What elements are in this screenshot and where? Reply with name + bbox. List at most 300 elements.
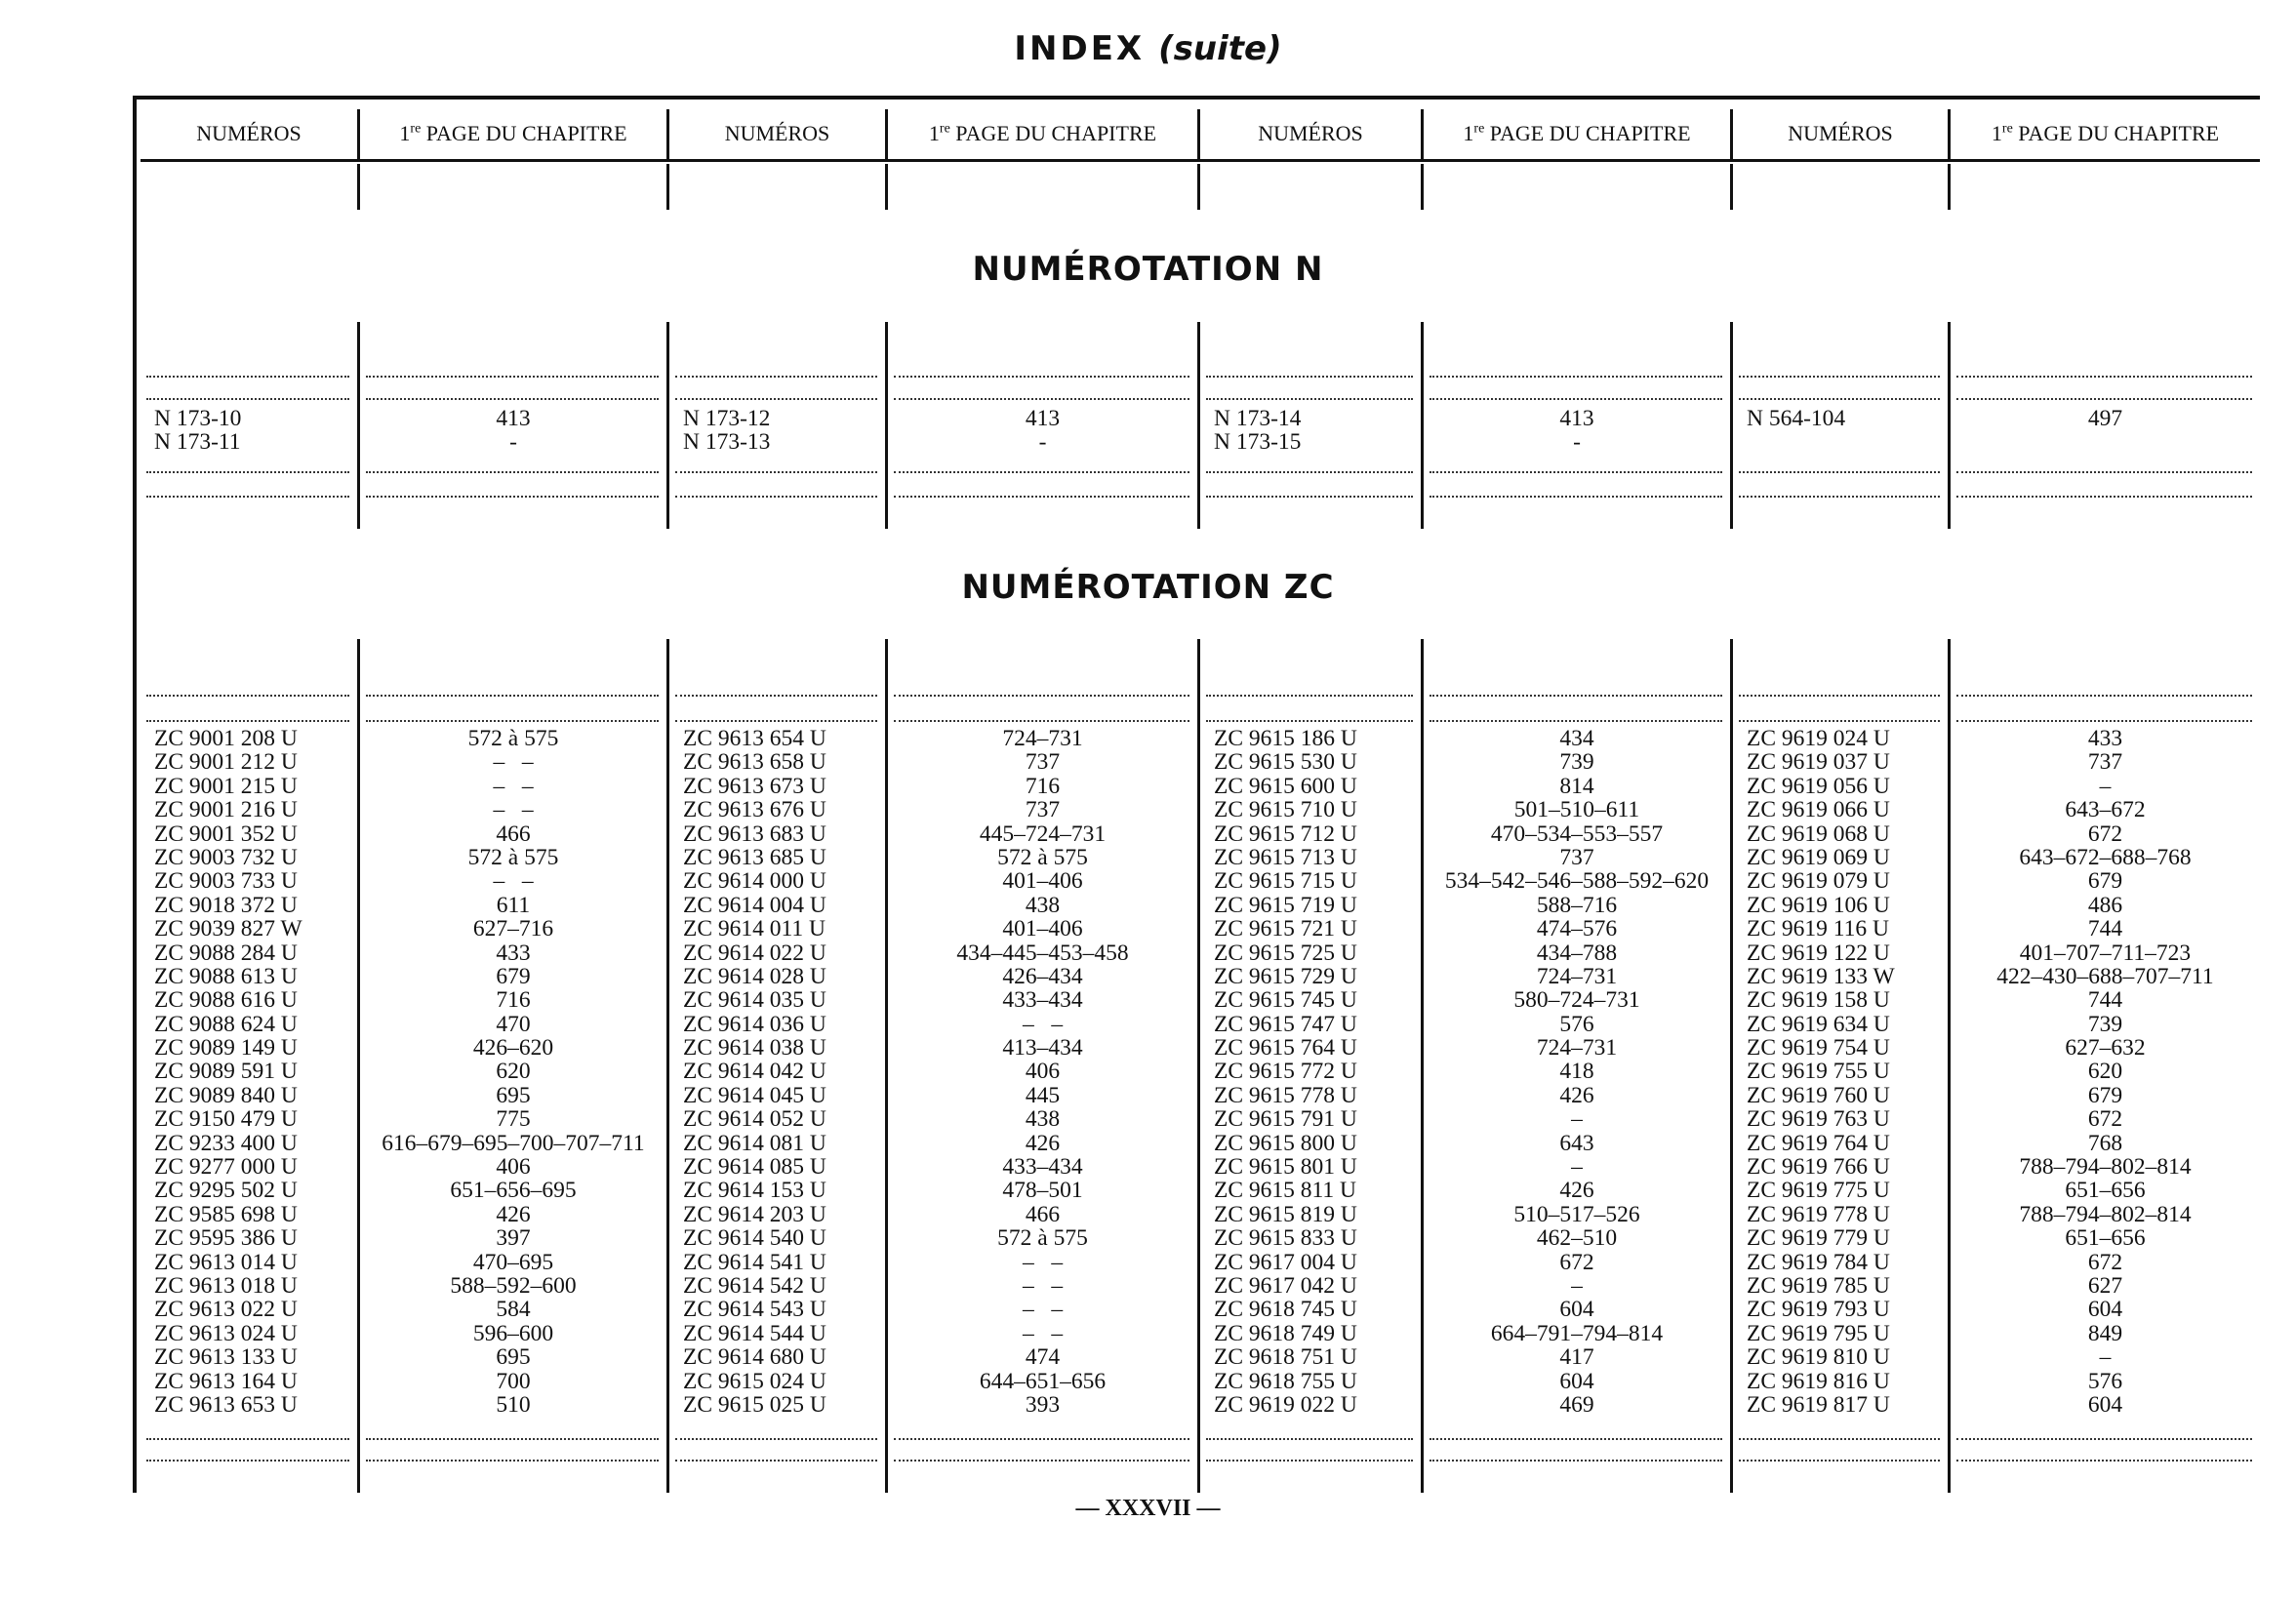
zc-number-cell: ZC 9619 755 U — [1747, 1059, 1890, 1085]
zc-number-cell: ZC 9001 352 U — [154, 821, 298, 847]
zc-page-cell: 580–724–731 — [1513, 987, 1640, 1014]
header-numeros-label: NUMÉROS — [1788, 121, 1893, 145]
dotted-rule — [1956, 1438, 2252, 1440]
zc-page-cell: – — [1571, 1106, 1583, 1133]
zc-number-cell: ZC 9619 024 U — [1747, 726, 1890, 751]
zc-page-cell: 466 — [496, 821, 531, 847]
dotted-rule — [1956, 720, 2252, 722]
dotted-rule — [1206, 1438, 1413, 1440]
zc-pages-col — [888, 727, 1197, 1417]
zc-page-cell: 679 — [2087, 1082, 2123, 1108]
header-page-rest: PAGE DU CHAPITRE — [1484, 121, 1691, 145]
zc-number-cell: ZC 9003 733 U — [154, 868, 298, 895]
zc-number-cell: ZC 9619 784 U — [1747, 1249, 1890, 1275]
zc-page-cell: 510 — [496, 1391, 531, 1418]
n-number-cell: N 173-11 — [154, 429, 241, 456]
zc-page-cell: – – — [1022, 1272, 1064, 1299]
dotted-rule — [675, 496, 877, 498]
dotted-rule — [366, 496, 659, 498]
zc-page-cell: 572 à 575 — [997, 844, 1088, 870]
n-numbers-col — [1747, 407, 1942, 430]
n-page-cell: 413 — [1559, 406, 1594, 431]
zc-page-cell: 775 — [496, 1106, 531, 1133]
zc-page-cell: 695 — [496, 1082, 531, 1108]
dotted-rule — [1739, 471, 1940, 473]
zc-number-cell: ZC 9615 600 U — [1214, 773, 1357, 799]
header-column-divider — [1197, 109, 1200, 160]
dotted-rule — [1206, 471, 1413, 473]
dotted-rule — [1430, 496, 1722, 498]
zc-number-cell: ZC 9615 721 U — [1214, 916, 1357, 942]
zc-number-cell: ZC 9089 149 U — [154, 1035, 298, 1061]
zc-number-cell: ZC 9585 698 U — [154, 1201, 298, 1227]
zc-page-cell: 393 — [1025, 1391, 1061, 1418]
dotted-rule — [1430, 1460, 1722, 1462]
zc-page-cell: 438 — [1025, 1106, 1061, 1133]
dotted-rule — [894, 471, 1189, 473]
n-numbers-col — [154, 407, 351, 455]
zc-page-cell: 604 — [1559, 1297, 1594, 1323]
zc-number-cell: ZC 9018 372 U — [154, 892, 298, 918]
zc-page-cell: – — [2099, 1344, 2112, 1371]
zc-number-cell: ZC 9614 011 U — [683, 916, 826, 942]
header-numeros — [669, 121, 885, 146]
zc-number-cell: ZC 9619 766 U — [1747, 1154, 1890, 1181]
zc-number-cell: ZC 9619 079 U — [1747, 868, 1890, 895]
zc-number-cell: ZC 9614 541 U — [683, 1249, 826, 1275]
zc-page-cell: 433–434 — [1002, 1154, 1083, 1181]
zc-number-cell: ZC 9615 715 U — [1214, 868, 1357, 895]
n-page-cell: 413 — [496, 406, 531, 431]
zc-page-cell: 664–791–794–814 — [1490, 1320, 1664, 1346]
zc-number-cell: ZC 9615 745 U — [1214, 987, 1357, 1014]
dotted-rule — [146, 1460, 349, 1462]
header-page-rest: PAGE DU CHAPITRE — [949, 121, 1157, 145]
header-numeros-label: NUMÉROS — [724, 121, 830, 145]
zc-page-cell: 814 — [1559, 773, 1594, 799]
zc-number-cell: ZC 9615 811 U — [1214, 1178, 1357, 1204]
zc-number-cell: ZC 9613 018 U — [154, 1272, 298, 1299]
zc-number-cell: ZC 9619 106 U — [1747, 892, 1890, 918]
zc-page-cell: 616–679–695–700–707–711 — [382, 1130, 645, 1156]
zc-numbers-col — [683, 727, 879, 1417]
column-divider-short — [1421, 164, 1424, 210]
header-page-prefix: 1 — [1463, 121, 1474, 145]
zc-number-cell: ZC 9614 036 U — [683, 1011, 826, 1037]
zc-number-cell: ZC 9613 164 U — [154, 1368, 298, 1394]
header-column-divider — [1421, 109, 1424, 160]
dotted-rule — [366, 1438, 659, 1440]
zc-number-cell: ZC 9618 751 U — [1214, 1344, 1357, 1371]
zc-number-cell: ZC 9614 543 U — [683, 1297, 826, 1323]
zc-page-cell: 486 — [2087, 892, 2123, 918]
dotted-rule — [1956, 376, 2252, 378]
zc-page-cell: 397 — [496, 1225, 531, 1252]
zc-number-cell: ZC 9619 116 U — [1747, 916, 1890, 942]
column-divider — [1730, 639, 1733, 1493]
dotted-rule — [146, 695, 349, 697]
zc-number-cell: ZC 9614 038 U — [683, 1035, 826, 1061]
zc-page-cell: 700 — [496, 1368, 531, 1394]
zc-page-cell: 406 — [496, 1154, 531, 1181]
zc-number-cell: ZC 9613 014 U — [154, 1249, 298, 1275]
zc-page-cell: – – — [1022, 1249, 1064, 1275]
zc-numbers-col — [1214, 727, 1415, 1417]
n-page-cell: - — [1038, 429, 1047, 456]
zc-page-cell: 744 — [2087, 916, 2123, 942]
dotted-rule — [1430, 1438, 1722, 1440]
header-numeros-label: NUMÉROS — [1258, 121, 1363, 145]
dotted-rule — [675, 471, 877, 473]
dotted-rule — [1430, 695, 1722, 697]
zc-page-cell: 572 à 575 — [467, 726, 559, 751]
zc-page-cell: 588–592–600 — [450, 1272, 577, 1299]
dotted-rule — [1739, 376, 1940, 378]
zc-page-cell: 470 — [496, 1011, 531, 1037]
zc-page-cell: 744 — [2087, 987, 2123, 1014]
title-suite: (suite) — [1158, 29, 1282, 68]
n-pages-col — [1951, 407, 2260, 430]
zc-page-cell: – — [1571, 1154, 1583, 1181]
dotted-rule — [1206, 695, 1413, 697]
dotted-rule — [146, 720, 349, 722]
zc-page-cell: 445–724–731 — [979, 821, 1107, 847]
dotted-rule — [366, 695, 659, 697]
zc-number-cell: ZC 9615 729 U — [1214, 963, 1357, 989]
zc-page-cell: – – — [1022, 1320, 1064, 1346]
header-page-sup: re — [2001, 121, 2013, 137]
zc-page-cell: 627–632 — [2065, 1035, 2146, 1061]
page-number: — XXXVII — — [1075, 1496, 1221, 1521]
zc-page-cell: 849 — [2087, 1320, 2123, 1346]
zc-page-cell: 768 — [2087, 1130, 2123, 1156]
header-page-prefix: 1 — [399, 121, 411, 145]
zc-page-cell: 737 — [1025, 749, 1061, 776]
header-numeros — [1200, 121, 1421, 146]
zc-page-cell: 679 — [2087, 868, 2123, 895]
zc-number-cell: ZC 9615 025 U — [683, 1391, 826, 1418]
n-page-cell: 413 — [1025, 406, 1061, 431]
header-page-chapitre — [1424, 121, 1730, 146]
dotted-rule — [894, 695, 1189, 697]
zc-page-cell: 788–794–802–814 — [2019, 1201, 2192, 1227]
title-main: INDEX — [1014, 29, 1146, 68]
zc-page-cell: 788–794–802–814 — [2019, 1154, 2192, 1181]
zc-number-cell: ZC 9614 081 U — [683, 1130, 826, 1156]
zc-page-cell: 604 — [1559, 1368, 1594, 1394]
zc-number-cell: ZC 9615 772 U — [1214, 1059, 1357, 1085]
zc-number-cell: ZC 9614 000 U — [683, 868, 826, 895]
n-numbers-col — [1214, 407, 1415, 455]
header-column-divider — [885, 109, 888, 160]
zc-number-cell: ZC 9615 747 U — [1214, 1011, 1357, 1037]
column-divider-short — [885, 164, 888, 210]
zc-number-cell: ZC 9614 028 U — [683, 963, 826, 989]
dotted-rule — [1430, 398, 1722, 400]
zc-number-cell: ZC 9619 158 U — [1747, 987, 1890, 1014]
page-title — [0, 29, 2296, 68]
zc-number-cell: ZC 9619 764 U — [1747, 1130, 1890, 1156]
dotted-rule — [675, 398, 877, 400]
zc-page-cell: 534–542–546–588–592–620 — [1444, 868, 1710, 895]
dotted-rule — [894, 1438, 1189, 1440]
dotted-rule — [675, 695, 877, 697]
zc-page-cell: 426–434 — [1002, 963, 1083, 989]
dotted-rule — [675, 376, 877, 378]
dotted-rule — [1430, 720, 1722, 722]
zc-page-cell: 413–434 — [1002, 1035, 1083, 1061]
header-column-divider — [1948, 109, 1951, 160]
zc-number-cell: ZC 9613 654 U — [683, 726, 826, 751]
zc-page-cell: 576 — [1559, 1011, 1594, 1037]
zc-page-cell: 643–672–688–768 — [2019, 844, 2192, 870]
n-number-cell: N 173-10 — [154, 406, 242, 431]
zc-page-cell: 418 — [1559, 1059, 1594, 1085]
zc-number-cell: ZC 9614 544 U — [683, 1320, 826, 1346]
zc-page-cell: 716 — [1025, 773, 1061, 799]
zc-number-cell: ZC 9233 400 U — [154, 1130, 298, 1156]
n-page-cell: - — [509, 429, 517, 456]
column-divider-short — [1730, 164, 1733, 210]
zc-number-cell: ZC 9619 816 U — [1747, 1368, 1890, 1394]
zc-number-cell: ZC 9619 069 U — [1747, 844, 1890, 870]
table-left-border — [133, 96, 137, 1493]
zc-number-cell: ZC 9615 725 U — [1214, 940, 1357, 966]
dotted-rule — [146, 471, 349, 473]
zc-number-cell: ZC 9615 712 U — [1214, 821, 1357, 847]
dotted-rule — [675, 1460, 877, 1462]
header-page-prefix: 1 — [1991, 121, 2002, 145]
zc-page-cell: 417 — [1559, 1344, 1594, 1371]
zc-page-cell: – – — [493, 749, 534, 776]
zc-page-cell: 724–731 — [1536, 1035, 1618, 1061]
zc-page-cell: 739 — [1559, 749, 1594, 776]
header-numeros-label: NUMÉROS — [196, 121, 302, 145]
zc-page-cell: 422–430–688–707–711 — [1996, 963, 2214, 989]
zc-number-cell: ZC 9613 024 U — [154, 1320, 298, 1346]
dotted-rule — [366, 471, 659, 473]
zc-number-cell: ZC 9088 624 U — [154, 1011, 298, 1037]
zc-page-cell: 611 — [496, 892, 531, 918]
dotted-rule — [894, 720, 1189, 722]
zc-page-cell: 434–445–453–458 — [956, 940, 1129, 966]
header-page-rest: PAGE DU CHAPITRE — [2012, 121, 2220, 145]
column-divider — [1197, 322, 1200, 529]
zc-number-cell: ZC 9613 133 U — [154, 1344, 298, 1371]
zc-page-cell: 478–501 — [1002, 1178, 1083, 1204]
zc-page-cell: 620 — [2087, 1059, 2123, 1085]
zc-number-cell: ZC 9001 212 U — [154, 749, 298, 776]
zc-number-cell: ZC 9619 133 W — [1747, 963, 1895, 989]
zc-page-cell: 433 — [2087, 726, 2123, 751]
zc-page-cell: 627 — [2087, 1272, 2123, 1299]
header-page-sup: re — [1473, 121, 1485, 137]
zc-page-cell: – – — [1022, 1297, 1064, 1323]
dotted-rule — [675, 1438, 877, 1440]
zc-page-cell: 679 — [496, 963, 531, 989]
zc-number-cell: ZC 9618 755 U — [1214, 1368, 1357, 1394]
zc-page-cell: 584 — [496, 1297, 531, 1323]
zc-number-cell: ZC 9613 653 U — [154, 1391, 298, 1418]
zc-number-cell: ZC 9618 749 U — [1214, 1320, 1357, 1346]
zc-page-cell: 426–620 — [472, 1035, 554, 1061]
zc-page-cell: 716 — [496, 987, 531, 1014]
zc-pages-col — [1951, 727, 2260, 1417]
zc-number-cell: ZC 9615 186 U — [1214, 726, 1357, 751]
zc-number-cell: ZC 9619 817 U — [1747, 1391, 1890, 1418]
dotted-rule — [1956, 471, 2252, 473]
zc-number-cell: ZC 9619 810 U — [1747, 1344, 1890, 1371]
zc-page-cell: 724–731 — [1536, 963, 1618, 989]
zc-number-cell: ZC 9619 754 U — [1747, 1035, 1890, 1061]
zc-page-cell: 620 — [496, 1059, 531, 1085]
zc-page-cell: 510–517–526 — [1513, 1201, 1640, 1227]
zc-page-cell: 572 à 575 — [467, 844, 559, 870]
zc-numbers-col — [154, 727, 351, 1417]
n-page-cell: - — [1573, 429, 1581, 456]
zc-number-cell: ZC 9614 035 U — [683, 987, 826, 1014]
zc-number-cell: ZC 9619 068 U — [1747, 821, 1890, 847]
zc-number-cell: ZC 9613 676 U — [683, 797, 826, 823]
zc-number-cell: ZC 9619 056 U — [1747, 773, 1890, 799]
n-number-cell: N 173-13 — [683, 429, 771, 456]
dotted-rule — [1739, 695, 1940, 697]
dotted-rule — [1206, 496, 1413, 498]
zc-page-cell: 474–576 — [1536, 916, 1618, 942]
zc-number-cell: ZC 9615 833 U — [1214, 1225, 1357, 1252]
dotted-rule — [1739, 496, 1940, 498]
zc-page-cell: 672 — [2087, 821, 2123, 847]
zc-number-cell: ZC 9619 778 U — [1747, 1201, 1890, 1227]
zc-number-cell: ZC 9614 045 U — [683, 1082, 826, 1108]
zc-page-cell: 433 — [496, 940, 531, 966]
header-bottom-border — [141, 159, 2260, 162]
zc-page-cell: 651–656 — [2065, 1178, 2146, 1204]
zc-number-cell: ZC 9615 819 U — [1214, 1201, 1357, 1227]
zc-number-cell: ZC 9615 778 U — [1214, 1082, 1357, 1108]
zc-number-cell: ZC 9001 208 U — [154, 726, 298, 751]
zc-number-cell: ZC 9619 037 U — [1747, 749, 1890, 776]
zc-page-cell: 401–707–711–723 — [2019, 940, 2192, 966]
zc-number-cell: ZC 9089 840 U — [154, 1082, 298, 1108]
zc-number-cell: ZC 9150 479 U — [154, 1106, 298, 1133]
dotted-rule — [146, 376, 349, 378]
zc-page-cell: 695 — [496, 1344, 531, 1371]
zc-page-cell: – – — [493, 868, 534, 895]
zc-number-cell: ZC 9614 203 U — [683, 1201, 826, 1227]
zc-number-cell: ZC 9619 022 U — [1214, 1391, 1357, 1418]
zc-page-cell: – – — [1022, 1011, 1064, 1037]
zc-page-cell: 588–716 — [1536, 892, 1618, 918]
zc-page-cell: 462–510 — [1536, 1225, 1618, 1252]
zc-page-cell: 672 — [1559, 1249, 1594, 1275]
zc-page-cell: 469 — [1559, 1391, 1594, 1418]
zc-number-cell: ZC 9295 502 U — [154, 1178, 298, 1204]
dotted-rule — [366, 1460, 659, 1462]
zc-number-cell: ZC 9619 793 U — [1747, 1297, 1890, 1323]
zc-number-cell: ZC 9615 764 U — [1214, 1035, 1357, 1061]
dotted-rule — [146, 1438, 349, 1440]
column-divider-short — [357, 164, 360, 210]
zc-page-cell: 651–656 — [2065, 1225, 2146, 1252]
zc-page-cell: 737 — [1025, 797, 1061, 823]
zc-number-cell: ZC 9615 710 U — [1214, 797, 1357, 823]
header-numeros — [1733, 121, 1948, 146]
zc-page-cell: 576 — [2087, 1368, 2123, 1394]
zc-number-cell: ZC 9614 022 U — [683, 940, 826, 966]
zc-page-cell: 596–600 — [472, 1320, 554, 1346]
dotted-rule — [1956, 496, 2252, 498]
zc-page-cell: 644–651–656 — [979, 1368, 1107, 1394]
zc-number-cell: ZC 9619 634 U — [1747, 1011, 1890, 1037]
dotted-rule — [1739, 398, 1940, 400]
zc-page-cell: 501–510–611 — [1513, 797, 1640, 823]
zc-number-cell: ZC 9595 386 U — [154, 1225, 298, 1252]
zc-pages-col — [360, 727, 666, 1417]
dotted-rule — [1206, 376, 1413, 378]
zc-pages-col — [1424, 727, 1730, 1417]
zc-page-cell: 604 — [2087, 1391, 2123, 1418]
zc-number-cell: ZC 9615 791 U — [1214, 1106, 1357, 1133]
zc-page-cell: 438 — [1025, 892, 1061, 918]
zc-page-cell: 672 — [2087, 1106, 2123, 1133]
n-pages-col — [888, 407, 1197, 455]
zc-page-cell: 651–656–695 — [450, 1178, 577, 1204]
zc-page-cell: 426 — [1025, 1130, 1061, 1156]
zc-number-cell: ZC 9613 022 U — [154, 1297, 298, 1323]
zc-page-cell: – – — [493, 773, 534, 799]
zc-number-cell: ZC 9614 042 U — [683, 1059, 826, 1085]
zc-page-cell: 724–731 — [1002, 726, 1083, 751]
zc-number-cell: ZC 9039 827 W — [154, 916, 302, 942]
zc-page-cell: 401–406 — [1002, 868, 1083, 895]
zc-number-cell: ZC 9617 004 U — [1214, 1249, 1357, 1275]
zc-page-cell: 406 — [1025, 1059, 1061, 1085]
header-numeros — [141, 121, 357, 146]
zc-number-cell: ZC 9614 153 U — [683, 1178, 826, 1204]
zc-number-cell: ZC 9001 216 U — [154, 797, 298, 823]
dotted-rule — [1739, 720, 1940, 722]
column-divider — [1730, 322, 1733, 529]
zc-page-cell: 470–695 — [472, 1249, 554, 1275]
dotted-rule — [894, 1460, 1189, 1462]
zc-page-cell: 737 — [1559, 844, 1594, 870]
zc-number-cell: ZC 9003 732 U — [154, 844, 298, 870]
zc-page-cell: 434–788 — [1536, 940, 1618, 966]
zc-page-cell: 739 — [2087, 1011, 2123, 1037]
dotted-rule — [894, 398, 1189, 400]
column-divider — [666, 639, 669, 1493]
header-page-rest: PAGE DU CHAPITRE — [421, 121, 627, 145]
zc-number-cell: ZC 9613 685 U — [683, 844, 826, 870]
zc-number-cell: ZC 9615 713 U — [1214, 844, 1357, 870]
zc-number-cell: ZC 9089 591 U — [154, 1059, 298, 1085]
zc-number-cell: ZC 9614 540 U — [683, 1225, 826, 1252]
header-column-divider — [357, 109, 360, 160]
zc-page-cell: – – — [493, 797, 534, 823]
dotted-rule — [1956, 1460, 2252, 1462]
zc-number-cell: ZC 9615 530 U — [1214, 749, 1357, 776]
zc-page-cell: 627–716 — [472, 916, 554, 942]
zc-page-cell: 433–434 — [1002, 987, 1083, 1014]
zc-page-cell: 434 — [1559, 726, 1594, 751]
zc-page-cell: 643 — [1559, 1130, 1594, 1156]
zc-number-cell: ZC 9615 800 U — [1214, 1130, 1357, 1156]
n-number-cell: N 173-12 — [683, 406, 771, 431]
zc-numbers-col — [1747, 727, 1942, 1417]
zc-page-cell: 426 — [496, 1201, 531, 1227]
n-numbers-col — [683, 407, 879, 455]
